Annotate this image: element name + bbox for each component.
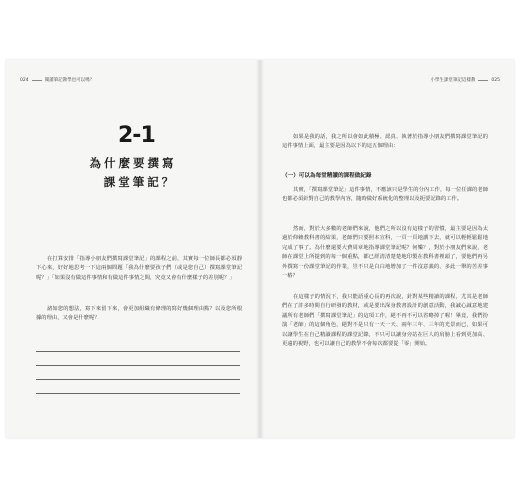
running-head-rule [32,80,42,81]
section-heading: （一）可以為每堂精讀的課程做紀錄 [282,173,372,179]
right-running-head [430,77,500,83]
right-paragraph: 其實，「撰寫課堂筆記」這件事情，不應該只是學生的分內工作，每一位任課的老師也都必須針對自己的教學內容，隨時做好系統化的整理以及扼要記錄的工作。 [282,187,488,203]
chapter-title [6,154,260,192]
right-page [260,60,514,438]
writing-lines [36,338,240,394]
chapter-number: 2-1 [118,123,155,148]
writing-line [36,338,240,352]
running-head-rule [478,80,488,81]
left-running-head [20,77,94,83]
chapter-title-line2: 課堂筆記？ [103,175,177,189]
right-page-number: 025 [491,77,500,83]
right-paragraph: 然而，對於大多數的老師們來說，他們之所以沒有這樣子的習慣，最主要是因為太過於仰賴教科書的結果，老師們只要照本宣科，一頁一頁地講下去，就可以輕輕鬆鬆地完成了事了。為什麼還要大費周章地指導課堂筆記呢？何樂？，對於小朋友們來說，老師在課堂上所提到的每一個重點，都已經清清楚楚地印製在教科書裡頭了，要他們再另外撰寫一份課堂筆記的作業，豈不只是白白地增加了一件沒意義的、多此一舉的苦差事一樁？ [282,226,488,280]
right-paragraph: 在這樣子的情況下，我只能語重心長的再次說，針對某些精讀的課程，尤其是老師們在了許多時間自行研發的教材，或是要出深身教書設計的創意活動，我誠心誠意地建議所有老師們「撰寫課堂筆記」的這項工作，絕不再不可以省略掉了喔！畢竟，我們扮演「老師」的這個角色，絕對不是只有一天一天、兩年三年、三年的光景而已，如果可以讓學生在自己精讀課程的課堂記錄，不只可以讓身旁站在巨人的肩膀上看到更加高、更遠的視野，也可以讓自己的教學不會每次都要從「零」開始。 [282,294,488,348]
writing-line [36,366,240,380]
chapter-title-line1: 為什麼要撰寫 [89,156,177,170]
right-running-head-text: 小學生課堂筆記這樣教 [430,78,476,83]
left-running-head-text: 閱讀筆記教學也可以嗎？ [44,78,95,83]
left-paragraph: 諸如您的想法，寫下來留下來，會更加組織有條理的寫好幾個理由點？以及您所根據的理由，又會是什麼呢？ [36,306,242,322]
right-paragraph: 如果是我的話，我之所以會如此積極、認真、執著於指導小朋友們撰寫課堂筆記的這件事情上面，最主要是因為以下的這五個理由： [282,134,488,150]
writing-line [36,352,240,366]
book-spread [6,60,514,438]
left-paragraph: 在打算安排「指導小朋友們撰寫課堂筆記」的課程之前，其實每一位師長都必須靜下心來，好好地思考一下這兩個問題「我為什麼要孩子們（或是您自己）撰寫課堂筆記呢？」「如果沒有做這件事情和有做這件事情之間，究竟又會有什麼樣子的差別呢？」 [36,256,242,281]
left-page [6,60,260,438]
left-page-number: 024 [20,77,29,83]
writing-line [36,380,240,394]
